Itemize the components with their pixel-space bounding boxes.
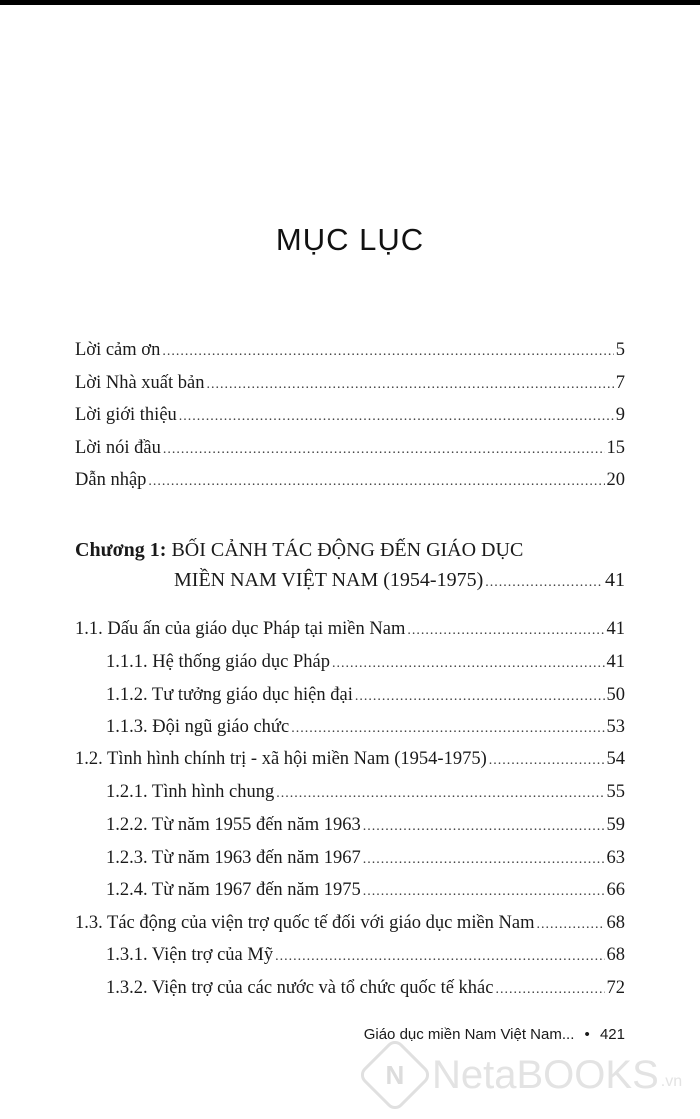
chapter-heading <box>75 537 523 563</box>
subsection-page: 66 <box>606 880 625 900</box>
subsection-label: 1.2.1. Tình hình chung <box>106 782 275 802</box>
leader-dots <box>291 717 604 741</box>
netabooks-logo-icon <box>357 1037 433 1113</box>
section-entry <box>75 747 625 773</box>
page-title: MỤC LỤC <box>275 222 425 257</box>
chapter-prefix: Chương 1: <box>75 539 167 561</box>
subsection-page: 59 <box>606 815 625 835</box>
toc-entry <box>75 468 625 494</box>
leader-dots <box>363 848 605 872</box>
subsection-entry <box>106 846 625 872</box>
leader-dots <box>332 652 604 676</box>
leader-dots <box>363 880 605 904</box>
subsection-label: 1.2.4. Từ năm 1967 đến năm 1975 <box>106 880 361 900</box>
section-label: 1.3. Tác động của viện trợ quốc tế đối với giáo dục miền Nam <box>75 913 535 933</box>
section-entry <box>75 617 625 643</box>
footer-bullet: • <box>584 1026 590 1043</box>
toc-entry-page: 20 <box>606 470 625 490</box>
section-page: 68 <box>606 913 625 933</box>
chapter-title-line2: MIỀN NAM VIỆT NAM (1954-1975) <box>174 569 484 591</box>
subsection-entry <box>106 683 625 709</box>
leader-dots <box>407 619 604 643</box>
toc-entry-label: Lời cảm ơn <box>75 340 161 360</box>
section-entry <box>75 911 625 937</box>
subsection-label: 1.3.1. Viện trợ của Mỹ <box>106 945 274 965</box>
subsection-entry <box>106 943 625 969</box>
leader-dots <box>485 571 603 595</box>
logo-letter: N <box>385 1059 405 1090</box>
leader-dots <box>148 470 604 494</box>
leader-dots <box>162 340 613 364</box>
chapter-title-line1: BỐI CẢNH TÁC ĐỘNG ĐẾN GIÁO DỤC <box>171 539 524 561</box>
subsection-page: 50 <box>606 685 625 705</box>
subsection-page: 41 <box>606 652 625 672</box>
toc-entry-page: 5 <box>615 340 625 360</box>
subsection-label: 1.2.3. Từ năm 1963 đến năm 1967 <box>106 848 361 868</box>
subsection-entry <box>106 813 625 839</box>
leader-dots <box>275 945 604 969</box>
leader-dots <box>355 685 605 709</box>
watermark-suffix: .vn <box>660 1073 683 1090</box>
leader-dots <box>363 815 605 839</box>
watermark <box>368 1048 682 1102</box>
subsection-page: 72 <box>606 978 625 998</box>
subsection-page: 55 <box>606 782 625 802</box>
footer-page-number: 421 <box>599 1026 625 1043</box>
chapter-title-line2-row <box>174 568 625 595</box>
subsection-entry <box>106 650 625 676</box>
leader-dots <box>206 373 613 397</box>
section-label: 1.1. Dấu ấn của giáo dục Pháp tại miền Nam <box>75 619 406 639</box>
top-border <box>0 0 700 5</box>
subsection-label: 1.1.3. Đội ngũ giáo chức <box>106 717 290 737</box>
section-page: 54 <box>606 749 625 769</box>
leader-dots <box>276 782 604 806</box>
toc-entry-page: 7 <box>615 373 625 393</box>
footer-book-title: Giáo dục miền Nam Việt Nam... <box>363 1026 575 1043</box>
subsection-entry <box>106 878 625 904</box>
subsection-entry <box>106 976 625 1002</box>
leader-dots <box>179 405 614 429</box>
toc-entry-label: Lời giới thiệu <box>75 405 177 425</box>
subsection-page: 68 <box>606 945 625 965</box>
subsection-page: 63 <box>606 848 625 868</box>
page-footer <box>364 1026 625 1043</box>
subsection-page: 53 <box>606 717 625 737</box>
toc-entry <box>75 403 625 429</box>
leader-dots <box>163 438 605 462</box>
toc-entry-label: Lời nói đầu <box>75 438 161 458</box>
subsection-entry <box>106 715 625 741</box>
subsection-entry <box>106 780 625 806</box>
subsection-label: 1.1.2. Tư tưởng giáo dục hiện đại <box>106 685 353 705</box>
leader-dots <box>537 913 605 937</box>
subsection-label: 1.1.1. Hệ thống giáo dục Pháp <box>106 652 331 672</box>
toc-entry-page: 9 <box>615 405 625 425</box>
chapter-page: 41 <box>605 569 625 591</box>
section-page: 41 <box>606 619 625 639</box>
toc-entry-label: Lời Nhà xuất bản <box>75 373 205 393</box>
section-label: 1.2. Tình hình chính trị - xã hội miền Nam (1954-1975) <box>75 749 487 769</box>
toc-entry <box>75 371 625 397</box>
leader-dots <box>489 749 605 773</box>
subsection-label: 1.3.2. Viện trợ của các nước và tổ chức quốc tế khác <box>106 978 494 998</box>
toc-entry-page: 15 <box>606 438 625 458</box>
toc-entry <box>75 436 625 462</box>
leader-dots <box>495 978 604 1002</box>
toc-entry <box>75 338 625 364</box>
toc-entry-label: Dẫn nhập <box>75 470 147 490</box>
subsection-label: 1.2.2. Từ năm 1955 đến năm 1963 <box>106 815 361 835</box>
watermark-brand: NetaBOOKS <box>432 1052 659 1097</box>
